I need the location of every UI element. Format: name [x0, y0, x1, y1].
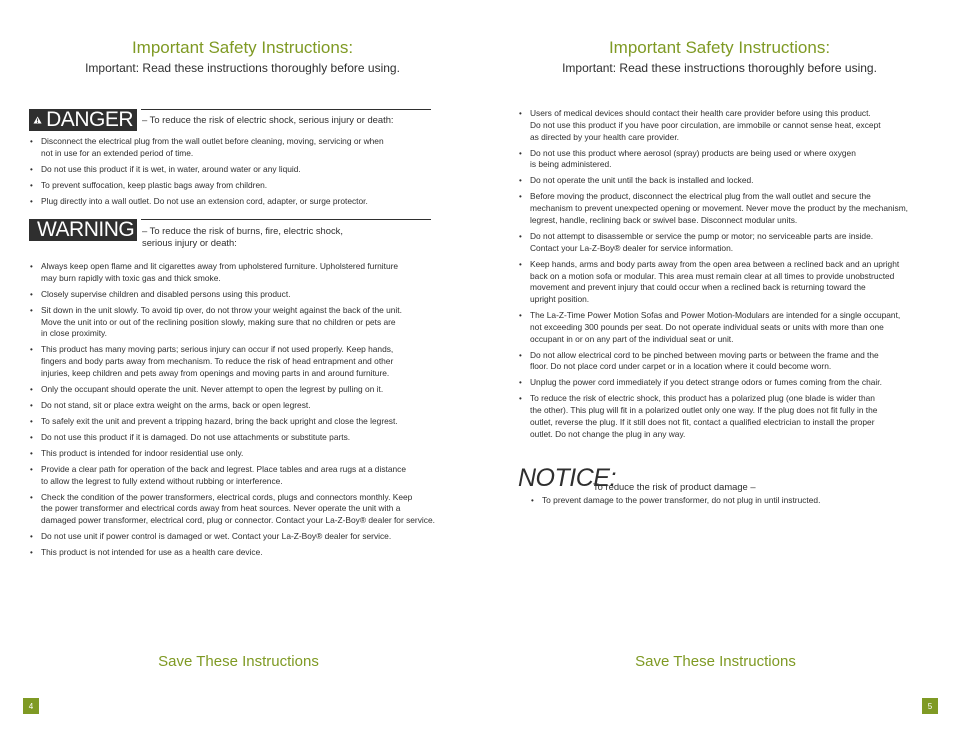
- notice-text: To reduce the risk of product damage –: [593, 481, 756, 492]
- danger-header: [29, 109, 431, 133]
- notice-label: NOTICE:: [518, 464, 616, 492]
- danger-text: – To reduce the risk of electric shock, serious injury or death:: [142, 114, 394, 125]
- list-item: • This product has many moving parts; serious injury can occur if not used properly. Keep hands, fingers and body parts away from mechanism. To reduce the risk of head entrapment and other injuries, keep children and pets away from openings and moving parts in and around furniture.: [29, 344, 454, 379]
- page-number-right: 5: [922, 698, 938, 714]
- list-item: • To prevent damage to the power transformer, do not plug in until instructed.: [530, 495, 930, 507]
- danger-label: [29, 109, 137, 131]
- list-item: • Users of medical devices should contact their health care provider before using this product. Do not use this product if you have poor circulation, are immobile or cannot sense heat, except as directed by your health care provider.: [518, 108, 938, 143]
- warning-text: – To reduce the risk of burns, fire, electric shock, serious injury or death:: [142, 225, 343, 248]
- right-page: [477, 0, 954, 738]
- list-item: • Sit down in the unit slowly. To avoid tip over, do not throw your weight against the back of the unit. Move the unit into or out of the reclining position slowly, making sure that no children or pets are in close proximity.: [29, 305, 454, 340]
- list-item: • Check the condition of the power transformers, electrical cords, plugs and connectors monthly. Keep the power transformer and electrical cords away from heat sources. Never operate the unit with a damaged power transformer, electrical cord, plug or connector. Contact your La-Z-Boy® dealer for service.: [29, 492, 454, 527]
- list-item: • Plug directly into a wall outlet. Do not use an extension cord, adapter, or surge protector.: [29, 196, 449, 208]
- list-item: • Do not use this product if it is damaged. Do not use attachments or substitute parts.: [29, 432, 454, 444]
- warning-list: [29, 261, 454, 563]
- list-item: • To reduce the risk of electric shock, this product has a polarized plug (one blade is wider than the other). This plug will fit in a polarized outlet only one way. If the plug does not fit fully in the outlet, reverse the plug. If it still does not fit, contact a qualified electrician to install the proper outlet. Do not change the plug in any way.: [518, 393, 938, 440]
- list-item: • Keep hands, arms and body parts away from the open area between a reclined back and an upright back on a motion sofa or modular. This area must remain clear at all times to provide unobstructed movement and prevent injury that could occur when a reclined back is returning toward the upright position.: [518, 259, 938, 306]
- notice-list: [530, 495, 930, 511]
- list-item: • Only the occupant should operate the unit. Never attempt to open the legrest by pulling on it.: [29, 384, 454, 396]
- list-item: • This product is intended for indoor residential use only.: [29, 448, 454, 460]
- left-section-subtitle: Important: Read these instructions thoroughly before using.: [85, 61, 400, 75]
- list-item: • Do not use this product where aerosol (spray) products are being used or where oxygen is being administered.: [518, 148, 938, 172]
- list-item: • This product is not intended for use as a health care device.: [29, 547, 454, 559]
- list-item: • Do not attempt to disassemble or service the pump or motor; no serviceable parts are inside. Contact your La-Z-Boy® dealer for service information.: [518, 231, 938, 255]
- list-item: • Do not use unit if power control is damaged or wet. Contact your La-Z-Boy® dealer for service.: [29, 531, 454, 543]
- list-item: • Closely supervise children and disabled persons using this product.: [29, 289, 454, 301]
- list-item: • Do not use this product if it is wet, in water, around water or any liquid.: [29, 164, 449, 176]
- left-footer: Save These Instructions: [158, 653, 319, 670]
- warning-rule: [141, 219, 431, 220]
- list-item: • Provide a clear path for operation of the back and legrest. Place tables and area rugs at a distance to allow the legrest to fully extend without rubbing or interference.: [29, 464, 454, 488]
- right-list: [518, 108, 938, 445]
- right-section-title: Important Safety Instructions:: [608, 38, 831, 57]
- list-item: • Disconnect the electrical plug from the wall outlet before cleaning, moving, servicing or when not in use for an extended period of time.: [29, 136, 449, 160]
- danger-rule: [141, 109, 431, 110]
- danger-list: [29, 136, 449, 212]
- warning-triangle-icon: [33, 112, 42, 128]
- list-item: • Always keep open flame and lit cigarettes away from upholstered furniture. Upholstered furniture may burn rapidly with toxic gas and thick smoke.: [29, 261, 454, 285]
- right-footer: Save These Instructions: [635, 653, 796, 670]
- list-item: • Before moving the product, disconnect the electrical plug from the wall outlet and secure the mechanism to prevent unexpected opening or movement. Never move the product by the mechanism, legrest, handle, reclining back or swivel base. Disconnect modular units.: [518, 191, 938, 226]
- list-item: • The La-Z-Time Power Motion Sofas and Power Motion-Modulars are intended for a single occupant, not exceeding 300 pounds per seat. Do not operate individual seats or units with more than one occupant in or on any part of the individual seat or unit.: [518, 310, 938, 345]
- page-number-left: 4: [23, 698, 39, 714]
- warning-label-text: WARNING: [37, 218, 135, 241]
- right-section-subtitle: Important: Read these instructions thoroughly before using.: [562, 61, 877, 75]
- warning-label: [29, 219, 137, 241]
- list-item: • To safely exit the unit and prevent a tripping hazard, bring the back upright and close the legrest.: [29, 416, 454, 428]
- list-item: • Do not stand, sit or place extra weight on the arms, back or open legrest.: [29, 400, 454, 412]
- list-item: • Do not allow electrical cord to be pinched between moving parts or between the frame and the floor. Do not place cord under carpet or in a location where it could become worn.: [518, 350, 938, 374]
- list-item: • Do not operate the unit until the back is installed and locked.: [518, 175, 938, 187]
- left-section-title: Important Safety Instructions:: [131, 38, 354, 57]
- list-item: • To prevent suffocation, keep plastic bags away from children.: [29, 180, 449, 192]
- warning-header: [29, 218, 431, 248]
- list-item: • Unplug the power cord immediately if you detect strange odors or fumes coming from the chair.: [518, 377, 938, 389]
- danger-label-text: DANGER: [46, 108, 133, 131]
